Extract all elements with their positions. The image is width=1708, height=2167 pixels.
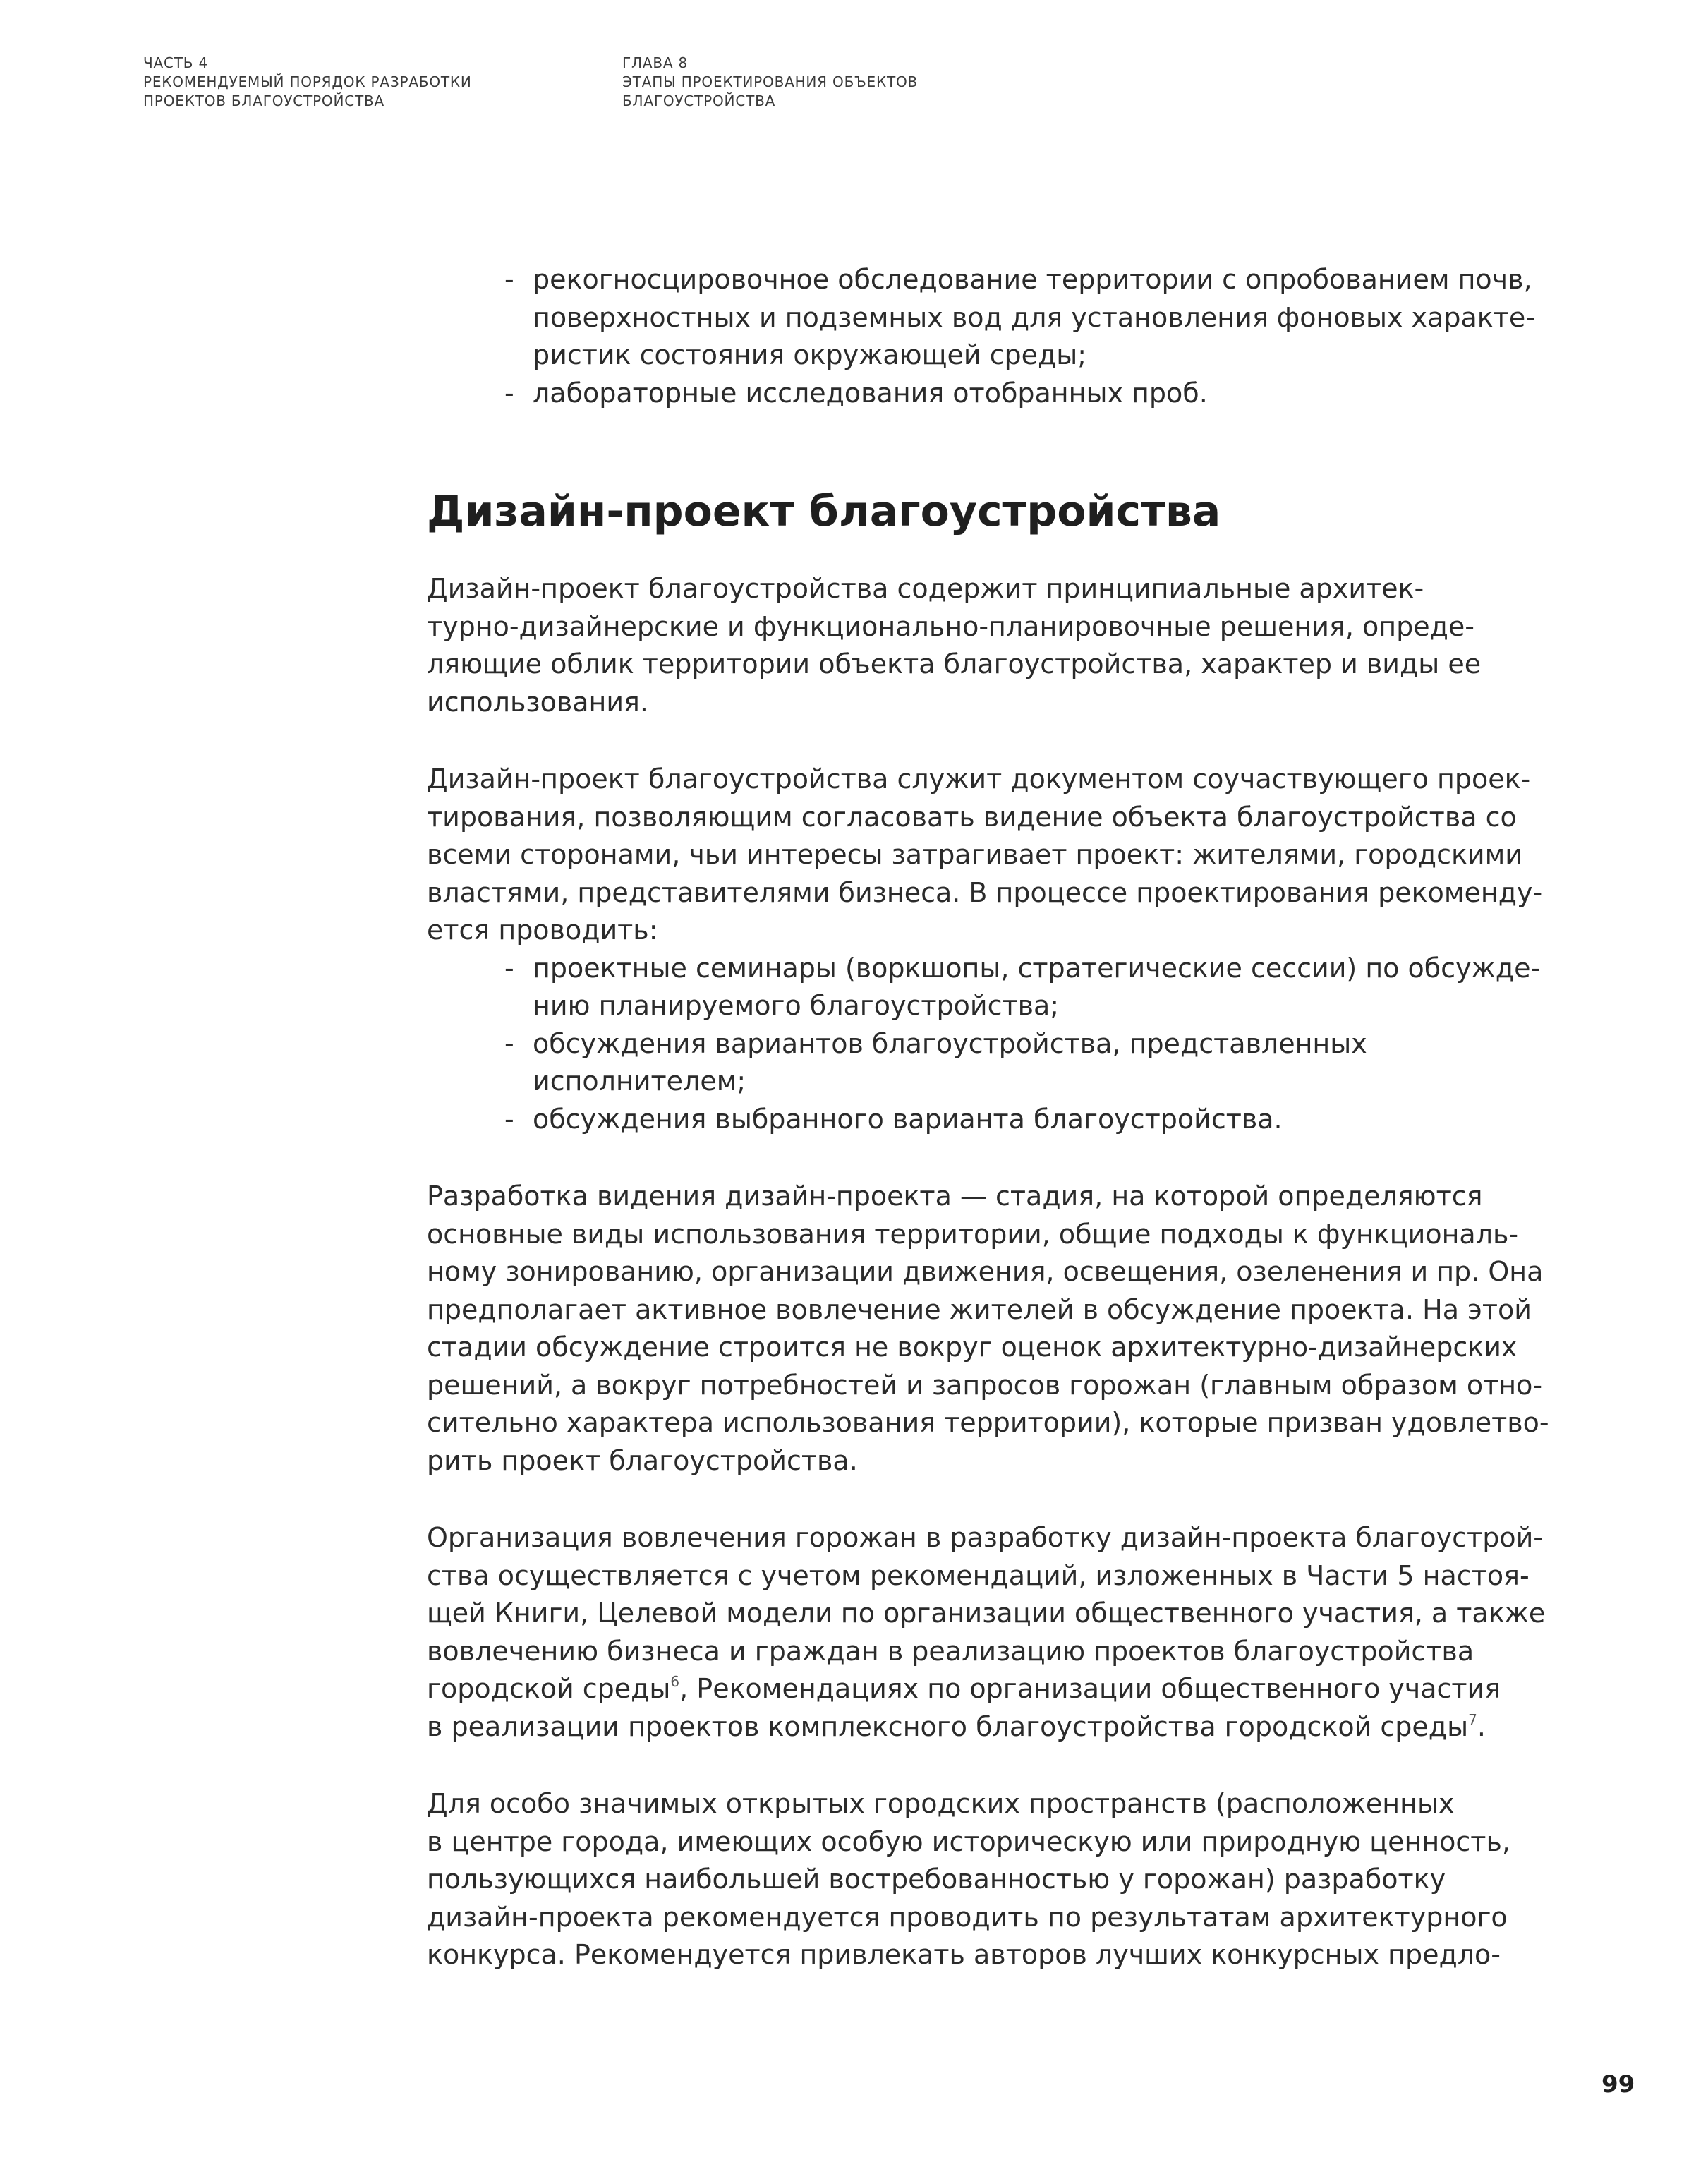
list-item-line: нию планируемого благоустройства;: [533, 990, 1060, 1021]
section-title: Дизайн-проект благоустройства: [427, 487, 1221, 536]
paragraph-line: властями, представителями бизнеса. В процессе проектирования рекоменду-: [427, 876, 1543, 908]
bullet-marker: -: [504, 1027, 514, 1059]
bullet-marker: -: [504, 952, 514, 984]
list-item-line: обсуждения вариантов благоустройства, представленных: [533, 1027, 1367, 1059]
running-header-chapter: [622, 54, 918, 111]
paragraph-line: Организация вовлечения горожан в разработку дизайн-проекта благоустрой-: [427, 1522, 1543, 1553]
list-item-line: ристик состояния окружающей среды;: [533, 339, 1087, 370]
paragraph-line: тирования, позволяющим согласовать видение объекта благоустройства со: [427, 801, 1517, 833]
paragraph-line: пользующихся наибольшей востребованностью у горожан) разработку: [427, 1864, 1446, 1895]
paragraph-line: всеми сторонами, чьи интересы затрагивает проект: жителями, городскими: [427, 839, 1522, 870]
paragraph-line: основные виды использования территории, общие подходы к функциональ-: [427, 1218, 1519, 1250]
process-bullet-list: [427, 950, 1541, 1139]
paragraph-line: щей Книги, Целевой модели по организации общественного участия, а также: [427, 1598, 1546, 1629]
list-item: [427, 950, 1541, 1025]
list-item-line: поверхностных и подземных вод для установления фоновых характе-: [533, 301, 1535, 333]
paragraph-line: ляющие облик территории объекта благоустройства, характер и виды ее: [427, 648, 1482, 680]
list-item: [427, 375, 1527, 413]
paragraph-line: Дизайн-проект благоустройства содержит принципиальные архитек-: [427, 573, 1424, 604]
footnote-reference[interactable]: 6: [670, 1673, 680, 1690]
paragraph-line: ному зонированию, организации движения, освещения, озеленения и пр. Она: [427, 1256, 1544, 1287]
footnote-reference[interactable]: 7: [1468, 1710, 1477, 1728]
running-header-part: [143, 54, 472, 111]
list-item-line: обсуждения выбранного варианта благоустройства.: [533, 1103, 1283, 1135]
paragraph-line: рить проект благоустройства.: [427, 1444, 858, 1476]
list-item-line: проектные семинары (воркшопы, стратегические сессии) по обсужде-: [533, 952, 1541, 984]
paragraph-line: предполагает активное вовлечение жителей в обсуждение проекта. На этой: [427, 1293, 1532, 1325]
list-item: [427, 261, 1535, 375]
list-item-line: рекогносцировочное обследование территории с опробованием почв,: [533, 264, 1532, 295]
paragraph-design-project-content: [427, 570, 1527, 721]
paragraph-line: [427, 1708, 1527, 1746]
bullet-marker: -: [504, 264, 514, 295]
inline-text: городской среды: [427, 1673, 671, 1704]
page-number: 99: [1601, 2070, 1635, 2099]
header-right-line: БЛАГОУСТРОЙСТВА: [622, 92, 776, 109]
paragraph-line: турно-дизайнерские и функционально-планировочные решения, опреде-: [427, 610, 1474, 642]
paragraph-line: Для особо значимых открытых городских пространств (расположенных: [427, 1788, 1455, 1819]
intro-bullet-list: [427, 261, 1535, 412]
inline-text: .: [1477, 1710, 1486, 1742]
inline-text: , Рекомендациях по организации общественного участия: [679, 1673, 1501, 1704]
header-left-line: ЧАСТЬ 4: [143, 54, 208, 71]
inline-text: в реализации проектов комплексного благоустройства городской среды: [427, 1710, 1469, 1742]
main-text-column: [427, 261, 1549, 1974]
paragraph-line: в центре города, имеющих особую историческую или природную ценность,: [427, 1825, 1510, 1857]
header-left-line: РЕКОМЕНДУЕМЫЙ ПОРЯДОК РАЗРАБОТКИ: [143, 73, 472, 90]
list-item: [427, 1025, 1527, 1101]
header-left-line: ПРОЕКТОВ БЛАГОУСТРОЙСТВА: [143, 92, 385, 109]
paragraph-citizen-involvement: [427, 1519, 1546, 1746]
paragraph-line: ства осуществляется с учетом рекомендаций, изложенных в Части 5 настоя-: [427, 1559, 1530, 1591]
header-right-line: ГЛАВА 8: [622, 54, 689, 71]
list-item-line: исполнителем;: [533, 1066, 746, 1097]
list-item: [427, 1101, 1527, 1139]
paragraph-line: конкурса. Рекомендуется привлекать авторов лучших конкурсных предло-: [427, 1939, 1501, 1970]
paragraph-line: [427, 1670, 1527, 1708]
paragraph-architectural-competition: [427, 1785, 1527, 1974]
paragraph-participatory-design: [427, 761, 1543, 950]
bullet-marker: -: [504, 1103, 514, 1135]
paragraph-line: Разработка видения дизайн-проекта — стадия, на которой определяются: [427, 1181, 1483, 1212]
header-right-line: ЭТАПЫ ПРОЕКТИРОВАНИЯ ОБЪЕКТОВ: [622, 73, 919, 90]
paragraph-line: использования.: [427, 686, 648, 718]
list-item-line: лабораторные исследования отобранных проб.: [533, 377, 1208, 409]
paragraph-line: решений, а вокруг потребностей и запросов горожан (главным образом отно-: [427, 1369, 1543, 1401]
paragraph-line: стадии обсуждение строится не вокруг оценок архитектурно-дизайнерских: [427, 1332, 1518, 1363]
bullet-marker: -: [504, 377, 514, 409]
paragraph-line: Дизайн-проект благоустройства служит документом соучаствующего проек-: [427, 763, 1531, 795]
paragraph-line: дизайн-проекта рекомендуется проводить по результатам архитектурного: [427, 1901, 1508, 1933]
paragraph-line: вовлечению бизнеса и граждан в реализацию проектов благоустройства: [427, 1635, 1474, 1667]
paragraph-line: ется проводить:: [427, 915, 658, 946]
paragraph-line: сительно характера использования территории), которые призван удовлетво-: [427, 1407, 1549, 1438]
paragraph-vision-stage: [427, 1178, 1549, 1480]
